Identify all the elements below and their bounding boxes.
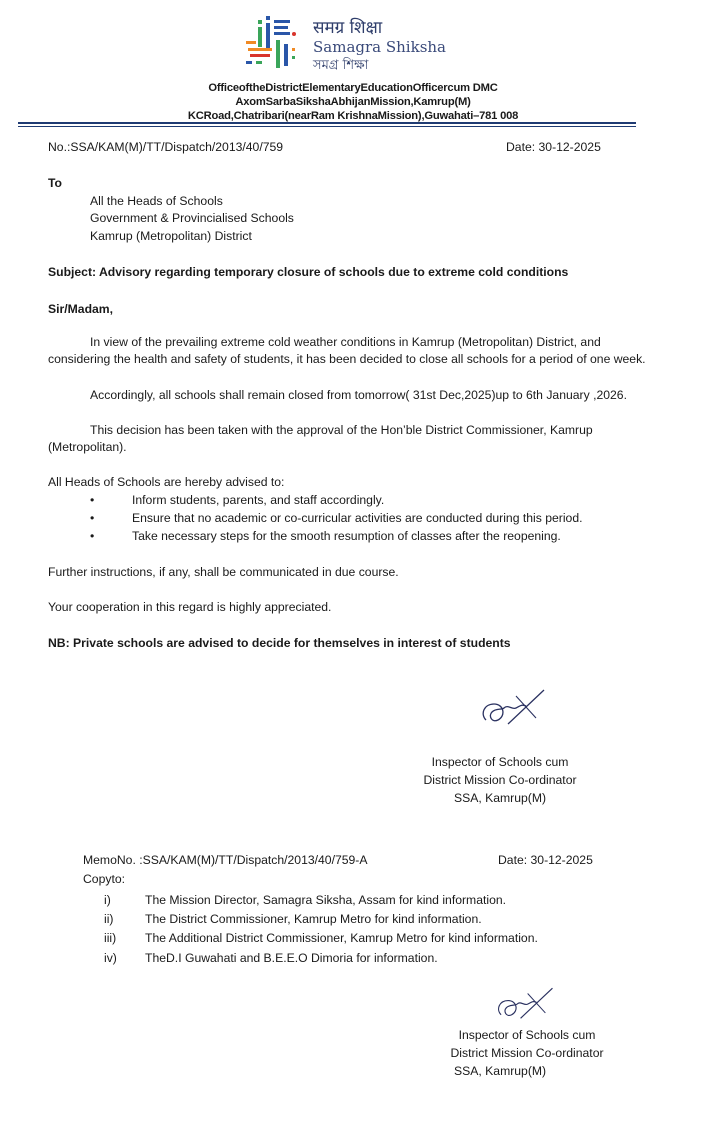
addressee-line-2: Government & Provincialised Schools [90,211,294,225]
salutation: Sir/Madam, [48,302,114,316]
office-header-line-3: KCRoad,Chatribari(nearRam KrishnaMission),Guwahati–781 008 [187,110,519,122]
nb-note: NB: Private schools are advised to decide for themselves in interest of students [48,636,511,650]
copy-item-text: The Additional District Commissioner, Kamrup Metro for kind information. [145,931,538,945]
copy-item-number: i) [104,893,111,907]
copy-item-text: The District Commissioner, Kamrup Metro for kind information. [145,912,482,926]
bullet-item-3: Take necessary steps for the smooth resumption of classes after the reopening. [132,529,561,543]
bullet-item-2: Ensure that no academic or co-curricular activities are conducted during this period. [132,511,583,525]
bullet-marker: • [90,529,95,543]
copy-item-text: The Mission Director, Samagra Siksha, Assam for kind information. [145,893,507,907]
paragraph-3-line-2: (Metropolitan). [48,440,127,454]
further-instructions: Further instructions, if any, shall be communicated in due course. [48,565,399,579]
letter-date: Date: 30-12-2025 [506,140,601,154]
signature-title-line-1: Inspector of Schools cum [431,755,569,769]
signature-title-line-3: SSA, Kamrup(M) [453,791,547,805]
bullet-marker: • [90,493,95,507]
memo-date: Date: 30-12-2025 [498,853,593,867]
logo-name-bengali: সমগ্র শিক্ষা [313,58,369,73]
subject: Subject: Advisory regarding temporary closure of schools due to extreme cold conditions [48,265,569,279]
office-header-line-1: OfficeoftheDistrictElementaryEducationOfficercum DMC [208,82,498,94]
cooperation-note: Your cooperation in this regard is highly appreciated. [48,600,332,614]
bullet-marker: • [90,511,95,525]
signature-title-line-3: SSA, Kamrup(M) [454,1064,547,1078]
signature-block-1 [400,753,600,807]
copy-item-number: iii) [104,931,117,945]
copy-item-number: iv) [104,951,117,965]
paragraph-1-line-2: considering the health and safety of students, it has been decided to close all schools for a period of one week. [48,352,646,366]
addressee-line-3: Kamrup (Metropolitan) District [90,229,252,243]
paragraph-1-line-1: In view of the prevailing extreme cold weather conditions in Kamrup (Metropolitan) District, and [90,335,601,349]
copy-to-label: Copyto: [83,872,126,886]
logo-name-hindi: समग्र शिक्षा [313,18,383,38]
paragraph-2: Accordingly, all schools shall remain closed from tomorrow( 31st Dec,2025)up to 6th January ,2026. [90,388,627,402]
signature-mark-icon [478,686,548,732]
copy-item-number: ii) [104,912,114,926]
header-rule-thin [18,126,636,127]
bullet-item-1: Inform students, parents, and staff accordingly. [132,493,385,507]
office-header-line-2: AxomSarbaSikshaAbhijanMission,Kamrup(M) [235,96,471,108]
memo-number: MemoNo. :SSA/KAM(M)/TT/Dispatch/2013/40/759-A [83,853,368,867]
samagra-shiksha-logo-icon [244,14,304,74]
logo-name-english: Samagra Shiksha [313,38,446,56]
signature-title-line-2: District Mission Co-ordinator [450,1046,604,1060]
to-label: To [48,176,62,190]
signature-mark-icon [494,984,556,1026]
reference-number: No.:SSA/KAM(M)/TT/Dispatch/2013/40/759 [48,140,284,154]
signature-title-line-1: Inspector of Schools cum [458,1028,596,1042]
addressee-line-1: All the Heads of Schools [90,194,223,208]
advice-intro: All Heads of Schools are hereby advised to: [48,475,285,489]
copy-item-text: TheD.I Guwahati and B.E.E.O Dimoria for information. [145,951,438,965]
signature-block-2 [427,1026,627,1080]
header-rule-thick [18,122,636,124]
signature-title-line-2: District Mission Co-ordinator [423,773,577,787]
paragraph-3-line-1: This decision has been taken with the approval of the Hon’ble District Commissioner, Kamrup [90,423,593,437]
